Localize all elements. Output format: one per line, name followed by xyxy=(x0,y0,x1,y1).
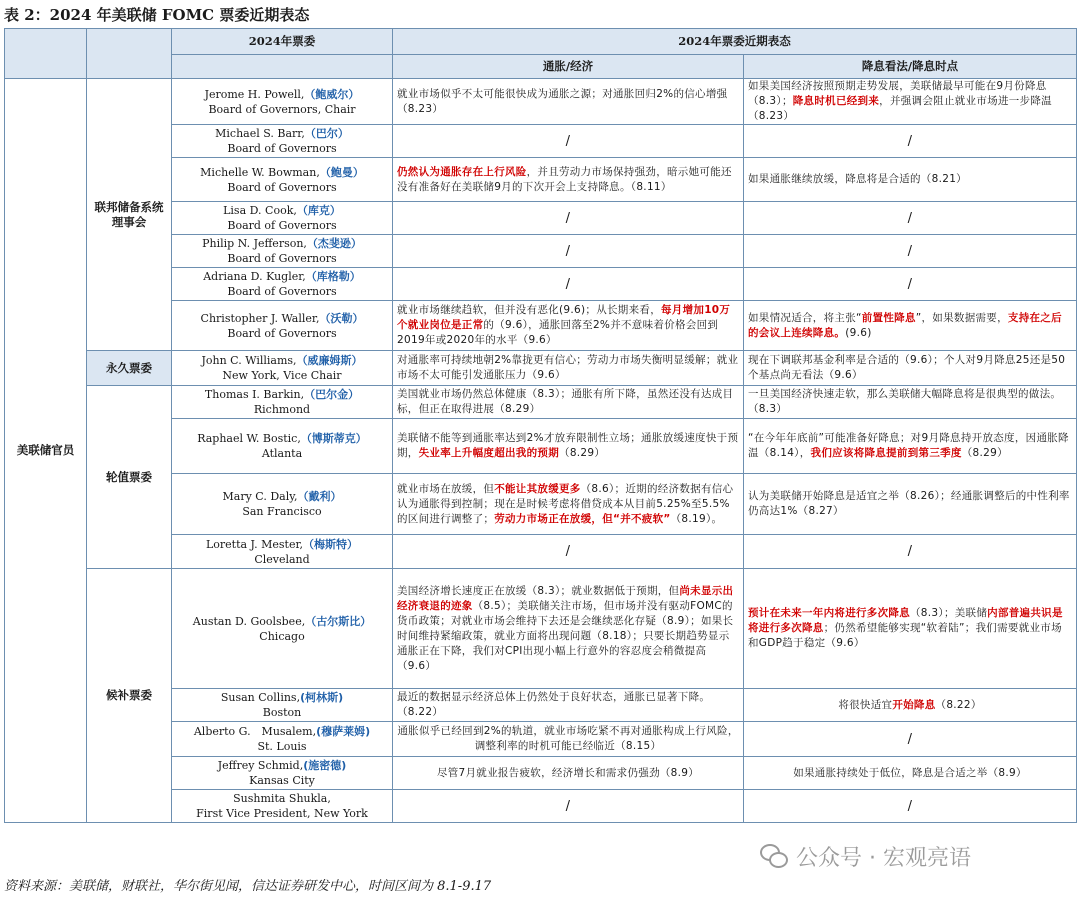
member-name-cn: （鲍曼） xyxy=(319,165,364,179)
member-role: San Francisco xyxy=(242,505,322,518)
highlight-text: 不能让其放缓更多 xyxy=(494,482,581,495)
rates-cell xyxy=(744,535,1077,569)
member-name xyxy=(172,419,393,474)
watermark-text: 公众号 · 宏观亮语 xyxy=(796,845,971,871)
member-name-cn: (穆萨莱姆) xyxy=(316,725,371,738)
stance-text: 认为美联储开始降息是适宜之举（8.26）；经通胀调整后的中性利率仍高达1%（8.27） xyxy=(748,490,1070,517)
stance-text: ，并且劳动力市场保持强劲，暗示她可能还没有准备好在美联储9月的下次开会上支持降息。（8.11） xyxy=(397,165,732,193)
rates-cell xyxy=(744,722,1077,757)
member-name xyxy=(172,79,393,125)
member-name xyxy=(172,722,393,757)
member-name-en: Adriana D. Kugler, xyxy=(203,270,306,283)
member-name xyxy=(172,351,393,386)
member-role: Board of Governors xyxy=(227,252,337,265)
stance-text: 现在下调联邦基金利率是合适的（9.6）；个人对9月降息25还是50个基点尚无看法（9.6） xyxy=(748,354,1066,381)
member-name-en: John C. Williams, xyxy=(201,354,297,367)
stance-text: （8.19）。 xyxy=(670,512,723,525)
stance-text: （8.6）；近期的经济数据有信心认为通胀得到控制；现在是时候考虑将借贷成本从目前5.25%至5.5%的区间进行调整了； xyxy=(397,482,734,525)
group-label-board: 联邦储备系统理事会 xyxy=(87,79,172,351)
member-name xyxy=(172,689,393,722)
table-row xyxy=(5,386,1077,419)
highlight-text: 我们应该将降息提前到第三季度 xyxy=(810,447,962,459)
group-label-rotating: 轮值票委 xyxy=(87,386,172,569)
stance-text: 最近的数据显示经济总体上仍然处于良好状态，通胀已显著下降。（8.22） xyxy=(397,691,711,718)
member-role: Board of Governors xyxy=(227,326,337,340)
member-role: Richmond xyxy=(253,403,311,416)
member-name xyxy=(172,125,393,158)
member-name-en: Alberto G. Musalem, xyxy=(193,725,317,738)
member-role: Cleveland xyxy=(254,552,310,566)
stance-text: “在今年年底前”可能准备好降息；对9月降息持开放态度，因通胀降温（8.14）， xyxy=(748,432,1069,459)
stance-text: / xyxy=(565,243,571,259)
member-name-cn: （梅斯特） xyxy=(303,537,359,551)
member-role: Kansas City xyxy=(249,774,315,787)
rates-cell xyxy=(744,158,1077,202)
wechat-icon xyxy=(760,844,788,868)
stance-text: / xyxy=(907,210,913,226)
inflation-cell xyxy=(393,268,744,301)
stance-text: / xyxy=(907,731,913,747)
highlight-text: 支持在之后的会议上连续降息。 xyxy=(748,311,1062,339)
table-title: 表 2：2024 年美联储 FOMC 票委近期表态 xyxy=(4,6,310,24)
corner-cell xyxy=(5,29,87,79)
member-name-en: Loretta J. Mester, xyxy=(205,537,304,551)
member-name-cn: （古尔斯比） xyxy=(305,614,372,628)
rates-cell xyxy=(744,790,1077,823)
rates-cell xyxy=(744,419,1077,474)
member-name xyxy=(172,301,393,351)
stance-text: ，并强调会阻止就业市场进一步降温（8.23） xyxy=(748,95,1052,122)
rates-cell xyxy=(744,301,1077,351)
member-role: Board of Governors xyxy=(227,180,337,194)
member-role: St. Louis xyxy=(257,740,307,753)
inflation-cell xyxy=(393,351,744,386)
stance-text: 通胀似乎已经回到2%的轨道，就业市场吃紧不再对通胀构成上行风险，调整利率的时机可能已经临近（8.15） xyxy=(397,725,739,752)
table-row xyxy=(5,351,1077,386)
member-name-cn: （巴尔） xyxy=(304,127,349,140)
member-name xyxy=(172,386,393,419)
member-name-cn: （博斯蒂克） xyxy=(300,432,367,445)
inflation-cell xyxy=(393,569,744,689)
member-name-en: Michelle W. Bowman, xyxy=(200,165,320,179)
member-role: Boston xyxy=(262,706,302,719)
stance-text: 就业市场似乎不太可能很快成为通胀之源；对通胀回归2%的信心增强（8.23） xyxy=(397,87,728,115)
member-name-cn: （威廉姆斯） xyxy=(296,354,363,367)
inflation-cell xyxy=(393,689,744,722)
member-name-en: Mary C. Daly, xyxy=(222,490,298,503)
member-name-cn: （库克） xyxy=(296,204,341,217)
member-name-cn: （沃勒） xyxy=(319,311,364,325)
member-name xyxy=(172,757,393,790)
member-name-en: Raphael W. Bostic, xyxy=(197,432,301,445)
member-role: First Vice President, New York xyxy=(196,807,368,820)
rates-cell xyxy=(744,202,1077,235)
stance-text: 的（9.6），通胀回落至2%并不意味着价格会回到2019年或2020年的水平（9.6） xyxy=(397,319,719,346)
inflation-cell xyxy=(393,535,744,569)
outer-group-label: 美联储官员 xyxy=(5,79,87,823)
highlight-text: 仍然认为通胀存在上行风险 xyxy=(397,165,527,178)
inflation-cell xyxy=(393,79,744,125)
stance-text: （8.29） xyxy=(559,447,606,459)
table-row xyxy=(5,79,1077,125)
header-stance: 2024年票委近期表态 xyxy=(393,29,1077,55)
highlight-text: 尚未显示出经济衰退的迹象 xyxy=(397,584,734,612)
member-role: Chicago xyxy=(259,629,305,643)
member-role: Board of Governors xyxy=(227,142,337,155)
stance-text: 将很快适宜 xyxy=(838,698,893,711)
source-note: 资料来源：美联储，财联社，华尔街见闻，信达证券研发中心，时间区间为 8.1-9.17 xyxy=(4,879,492,894)
member-name xyxy=(172,235,393,268)
header-inflation: 通胀/经济 xyxy=(393,55,744,79)
stance-text: 如果通胀继续放缓，降息将是合适的（8.21） xyxy=(748,173,967,185)
stance-text: （8.29） xyxy=(961,447,1008,459)
member-name-cn: （杰斐逊） xyxy=(306,237,362,250)
member-name-cn: (施密德) xyxy=(303,759,347,772)
header-member-sub xyxy=(172,55,393,79)
member-name-en: Thomas I. Barkin, xyxy=(204,388,305,401)
inflation-cell xyxy=(393,158,744,202)
member-name-cn: （鲍威尔） xyxy=(304,87,360,101)
member-name xyxy=(172,158,393,202)
inflation-cell xyxy=(393,790,744,823)
member-name xyxy=(172,569,393,689)
corner-cell-2 xyxy=(87,29,172,79)
stance-text: （8.22） xyxy=(935,698,982,711)
rates-cell xyxy=(744,235,1077,268)
rates-cell xyxy=(744,386,1077,419)
stance-text: / xyxy=(565,133,571,149)
stance-text: (9.6) xyxy=(845,326,872,339)
stance-text: 如果情况适合，将主张“ xyxy=(748,311,862,324)
highlight-text: 劳动力市场正在放缓，但“并不疲软” xyxy=(494,512,671,525)
inflation-cell xyxy=(393,474,744,535)
fomc-stance-table xyxy=(4,28,1077,823)
member-name-en: Jerome H. Powell, xyxy=(204,87,305,101)
highlight-text: 预计在未来一年内将进行多次降息 xyxy=(748,607,910,619)
member-name-cn: （戴利） xyxy=(297,490,342,503)
rates-cell xyxy=(744,474,1077,535)
member-role: Atlanta xyxy=(261,447,303,460)
inflation-cell xyxy=(393,235,744,268)
member-name xyxy=(172,474,393,535)
member-name-en: Lisa D. Cook, xyxy=(223,204,297,217)
rates-cell xyxy=(744,79,1077,125)
stance-text: ”，如果数据需要， xyxy=(915,311,1008,324)
member-name-en: Michael S. Barr, xyxy=(215,127,305,140)
header-member: 2024年票委 xyxy=(172,29,393,55)
stance-text: 就业市场继续趋软，但并没有恶化(9.6)；从长期来看， xyxy=(397,304,661,316)
highlight-text: 前置性降息 xyxy=(861,311,916,324)
group-label-permanent: 永久票委 xyxy=(87,351,172,386)
member-name xyxy=(172,268,393,301)
inflation-cell xyxy=(393,419,744,474)
rates-cell xyxy=(744,569,1077,689)
stance-text: / xyxy=(565,210,571,226)
watermark xyxy=(760,838,971,874)
stance-text: 美国就业市场仍然总体健康（8.3）；通胀有所下降，虽然还没有达成目标，但正在取得进展（8.29） xyxy=(397,388,734,415)
member-name-en: Austan D. Goolsbee, xyxy=(192,614,306,628)
stance-text: 美国经济增长速度正在放缓（8.3）；就业数据低于预期，但 xyxy=(397,584,680,597)
stance-text: 就业市场在放缓，但 xyxy=(397,482,495,495)
member-name-cn: （巴尔金） xyxy=(304,388,360,401)
highlight-text: 降息时机已经到来 xyxy=(792,95,880,107)
rates-cell xyxy=(744,351,1077,386)
stance-text: 如果通胀持续处于低位，降息是合适之举（8.9） xyxy=(793,766,1027,779)
inflation-cell xyxy=(393,301,744,351)
member-name-cn: (柯林斯) xyxy=(300,691,344,704)
rates-cell xyxy=(744,689,1077,722)
member-name-en: Christopher J. Waller, xyxy=(200,311,320,325)
stance-text: 如果美国经济按照预期走势发展，美联储最早可能在9月份降息（8.3）； xyxy=(748,80,1047,107)
highlight-text: 内部普遍共识是将进行多次降息 xyxy=(748,607,1063,634)
stance-text: ；仍然希望能够实现“软着陆”；我们需要就业市场和GDP趋于稳定（9.6） xyxy=(748,622,1062,649)
member-role: New York, Vice Chair xyxy=(222,369,342,382)
stance-text: / xyxy=(907,276,913,292)
stance-text: 对通胀率可持续地朝2%靠拢更有信心；劳动力市场失衡明显缓解；就业市场不太可能引发通胀压力（9.6） xyxy=(397,354,739,381)
rates-cell xyxy=(744,268,1077,301)
inflation-cell xyxy=(393,202,744,235)
rates-cell xyxy=(744,757,1077,790)
member-role: Board of Governors xyxy=(227,219,337,232)
stance-text: / xyxy=(565,544,571,559)
stance-text: / xyxy=(907,133,913,149)
member-role: Board of Governors, Chair xyxy=(208,102,356,116)
stance-text: （8.3）；美联储 xyxy=(910,607,988,619)
inflation-cell xyxy=(393,757,744,790)
member-name-en: Philip N. Jefferson, xyxy=(202,237,307,250)
highlight-text: 失业率上升幅度超出我的预期 xyxy=(418,447,560,459)
stance-text: / xyxy=(907,243,913,259)
table-row xyxy=(5,569,1077,689)
inflation-cell xyxy=(393,125,744,158)
stance-text: （8.5）；美联储关注市场，但市场并没有驱动FOMC的货币政策；对就业市场会维持下去还是会继续恶化存疑（8.9）；如果长时间维持紧缩政策，就业方面将出现问题（8.18）；只要长期趋势显示通胀正在下降，我们对CPI出现小幅上行意外的容忍度会稍微提高（9.6） xyxy=(397,599,734,672)
member-name-en: Jeffrey Schmid, xyxy=(217,759,304,772)
inflation-cell xyxy=(393,722,744,757)
member-name-en: Susan Collins, xyxy=(220,691,301,704)
highlight-text: 每月增加10万个就业岗位是正常 xyxy=(397,304,731,331)
inflation-cell xyxy=(393,386,744,419)
member-name xyxy=(172,535,393,569)
member-name xyxy=(172,790,393,823)
stance-text: / xyxy=(907,798,913,814)
stance-text: 美联储不能等到通胀率达到2%才放弃限制性立场；通胀放缓速度快于预期， xyxy=(397,432,739,459)
highlight-text: 开始降息 xyxy=(892,698,936,711)
member-name xyxy=(172,202,393,235)
member-name-cn: （库格勒） xyxy=(305,270,361,283)
member-role: Board of Governors xyxy=(227,285,337,298)
member-name-en: Sushmita Shukla, xyxy=(233,792,331,805)
header-rates: 降息看法/降息时点 xyxy=(744,55,1077,79)
stance-text: 尽管7月就业报告疲软，经济增长和需求仍强劲（8.9） xyxy=(436,766,700,779)
stance-text: 一旦美国经济快速走软，那么美联储大幅降息将是很典型的做法。（8.3） xyxy=(748,388,1062,415)
rates-cell xyxy=(744,125,1077,158)
stance-text: / xyxy=(907,544,913,559)
group-label-alternate: 候补票委 xyxy=(87,569,172,823)
stance-text: / xyxy=(565,798,571,814)
stance-text: / xyxy=(565,276,571,292)
